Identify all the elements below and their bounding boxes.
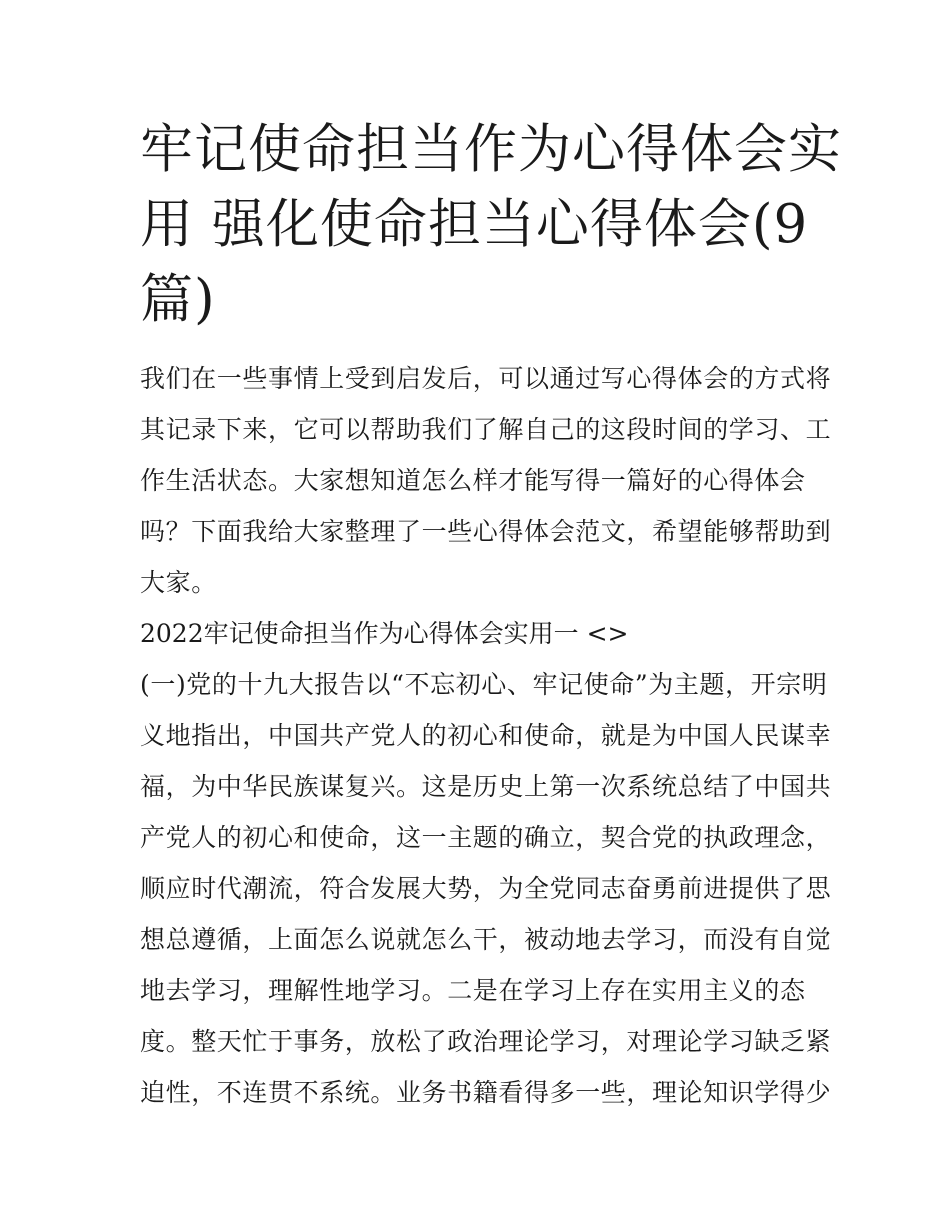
paragraph-line: 迫性，不连贯不系统。业务书籍看得多一些，理论知识学得少 (140, 1078, 832, 1107)
paragraph-line: 我们在一些事情上受到启发后，可以通过写心得体会的方式将 (140, 364, 832, 393)
paragraph-line: 福，为中华民族谋复兴。这是历史上第一次系统总结了中国共 (140, 772, 832, 801)
section-paragraph (140, 659, 832, 1118)
section-heading: 2022牢记使命担当作为心得体会实用一 <> (140, 619, 629, 648)
paragraph-line: 顺应时代潮流，符合发展大势，为全党同志奋勇前进提供了思 (140, 874, 832, 903)
paragraph-line: 作生活状态。大家想知道怎么样才能写得一篇好的心得体会 (140, 466, 806, 495)
paragraph-line: 大家。 (140, 568, 217, 597)
document-body (140, 353, 832, 1118)
paragraph-line: 产党人的初心和使命，这一主题的确立，契合党的执政理念， (140, 823, 832, 852)
paragraph-line: 地去学习，理解性地学习。二是在学习上存在实用主义的态 (140, 976, 806, 1005)
document-title (140, 112, 842, 337)
paragraph-line: 想总遵循，上面怎么说就怎么干，被动地去学习，而没有自觉 (140, 925, 832, 954)
title-line: 用 强化使命担当心得体会(9 (140, 194, 809, 255)
intro-paragraph (140, 353, 832, 608)
title-line: 牢记使命担当作为心得体会实 (140, 119, 842, 180)
paragraph-line: 义地指出，中国共产党人的初心和使命，就是为中国人民谋幸 (140, 721, 832, 750)
title-line: 篇) (140, 269, 216, 330)
document-page (140, 112, 842, 1118)
paragraph-line: 其记录下来，它可以帮助我们了解自己的这段时间的学习、工 (140, 415, 832, 444)
paragraph-line: 吗？下面我给大家整理了一些心得体会范文，希望能够帮助到 (140, 517, 832, 546)
paragraph-line: (一)党的十九大报告以“不忘初心、牢记使命”为主题，开宗明 (140, 670, 828, 699)
paragraph-line: 度。整天忙于事务，放松了政治理论学习，对理论学习缺乏紧 (140, 1027, 832, 1056)
